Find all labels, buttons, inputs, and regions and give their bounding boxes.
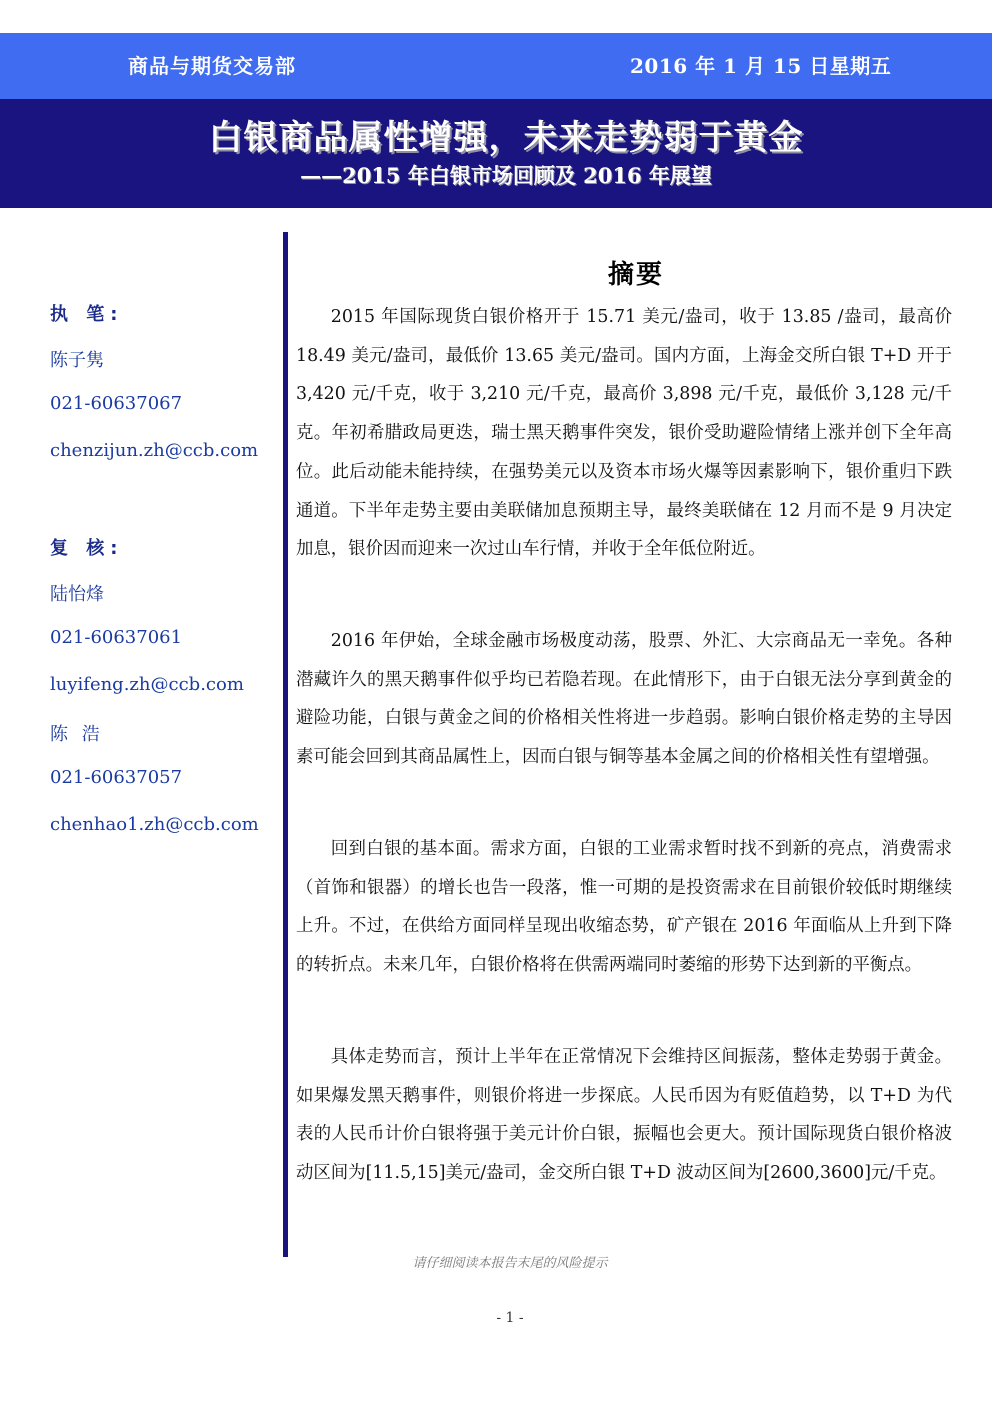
reviewer-name: 陆怡烽 (50, 584, 104, 605)
abstract-paragraph: 具体走势而言，预计上半年在正常情况下会维持区间振荡，整体走势弱于黄金。如果爆发黑天鹅事件，则银价将进一步探底。人民币因为有贬值趋势，以 T+D 为代表的人民币计价白银将强于美元计价白银，振幅也会更大。预计国际现货白银价格波动区间为[11.5,15]美元/盎司，金交所白银 T+D 波动区间为[2600,3600]元/千克。 (296, 1047, 952, 1184)
abstract-paragraph: 2015 年国际现货白银价格开于 15.71 美元/盎司，收于 13.85 /盎司，最高价 18.49 美元/盎司，最低价 13.65 美元/盎司。国内方面，上海金交所白银 T+D 开于 3,420 元/千克，收于 3,210 元/千克，最高价 3,898 元/千克，最低价 3,128 元/千克。年初希腊政局更迭，瑞士黑天鹅事件突发，银价受助避险情绪上涨并创下全年高位。此后动能未能持续，在强势美元以及资本市场火爆等因素影响下，银价重归下跌通道。下半年走势主要由美联储加息预期主导，最终美联储在 12 月而不是 9 月决定加息，银价因而迎来一次过山车行情，并收于全年低位附近。 (296, 307, 952, 560)
column-divider (283, 232, 288, 1257)
risk-notice: 请仔细阅读本报告末尾的风险提示 (412, 1256, 608, 1271)
abstract-paragraph: 2016 年伊始，全球金融市场极度动荡，股票、外汇、大宗商品无一幸免。各种潜藏许久的黑天鹅事件似乎均已若隐若现。在此情形下，由于白银无法分享到黄金的避险功能，白银与黄金之间的价格相关性将进一步趋弱。影响白银价格走势的主导因素可能会回到其商品属性上，因而白银与铜等基本金属之间的价格相关性有望增强。 (296, 631, 952, 768)
abstract-paragraph: 回到白银的基本面。需求方面，白银的工业需求暂时找不到新的亮点，消费需求（首饰和银器）的增长也告一段落，惟一可期的是投资需求在目前银价较低时期继续上升。不过，在供给方面同样呈现出收缩态势，矿产银在 2016 年面临从上升到下降的转折点。未来几年，白银价格将在供需两端同时萎缩的形势下达到新的平衡点。 (296, 839, 952, 976)
page-number: - 1 - (496, 1310, 524, 1326)
reviewer-email[interactable]: chenhao1.zh@ccb.com (50, 814, 259, 835)
author-phone: 021-60637067 (50, 393, 183, 414)
reviewer-phone: 021-60637057 (50, 767, 183, 788)
report-date: 2016 年 1 月 15 日星期五 (630, 54, 892, 78)
department-name: 商品与期货交易部 (128, 54, 296, 78)
reviewer-label: 复 核: (50, 538, 124, 559)
report-subtitle: ——2015 年白银市场回顾及 2016 年展望 (300, 163, 712, 188)
abstract-heading: 摘要 (608, 260, 665, 290)
author-email[interactable]: chenzijun.zh@ccb.com (50, 440, 259, 461)
reviewer-phone: 021-60637061 (50, 627, 183, 648)
reviewer-name: 陈 浩 (50, 724, 104, 745)
author-name: 陈子隽 (50, 350, 104, 371)
author-label: 执 笔: (50, 304, 124, 325)
reviewer-email[interactable]: luyifeng.zh@ccb.com (50, 674, 244, 695)
report-title: 白银商品属性增强，未来走势弱于黄金 (208, 118, 804, 158)
